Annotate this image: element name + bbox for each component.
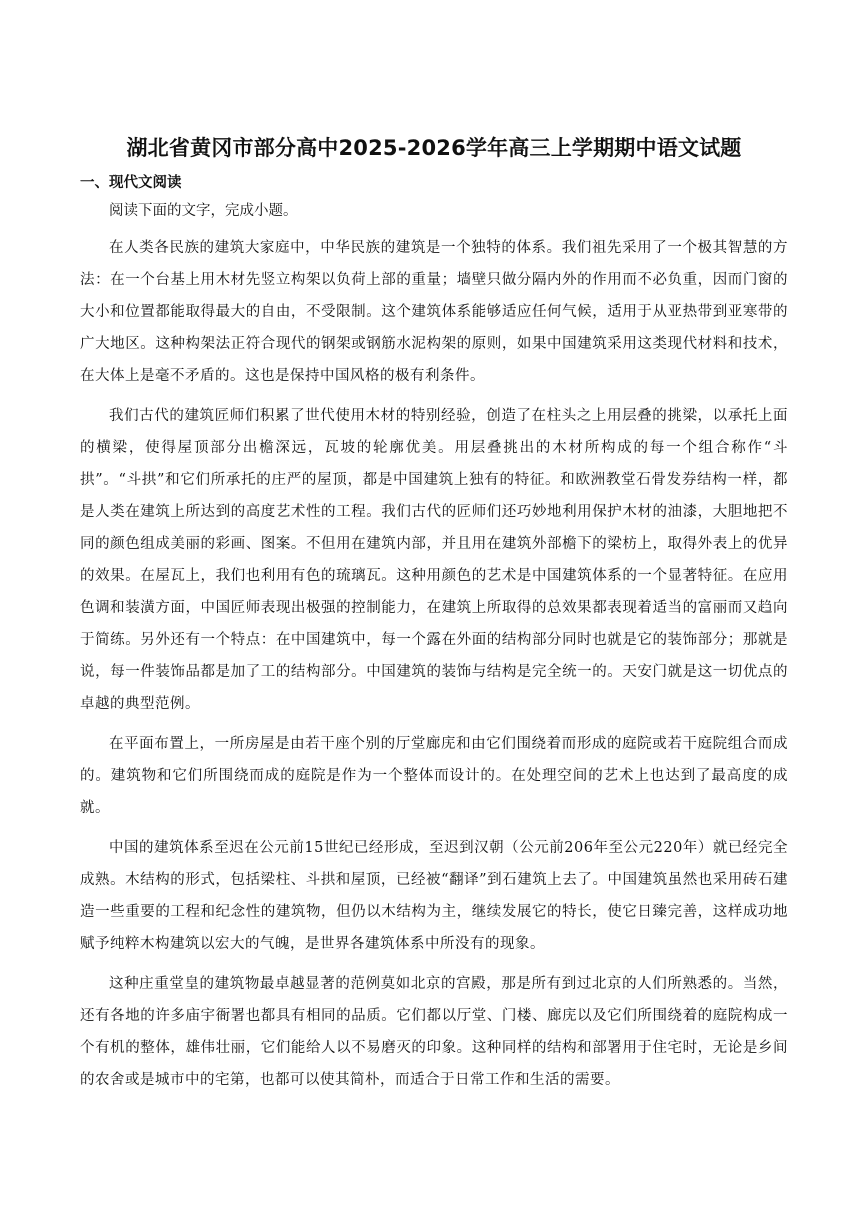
- paragraph-3: 在平面布置上，一所房屋是由若干座个别的厅堂廊庑和由它们围绕着而形成的庭院或若干庭院组合而成的。建筑物和它们所围绕而成的庭院是作为一个整体而设计的。在处理空间的艺术上也达到了最高度的成就。: [80, 736, 788, 816]
- section-heading: 一、现代文阅读: [80, 175, 182, 191]
- paragraph-1: 在人类各民族的建筑大家庭中，中华民族的建筑是一个独特的体系。我们祖先采用了一个极其智慧的方法：在一个台基上用木材先竖立构架以负荷上部的重量；墙壁只做分隔内外的作用而不必负重，因而门窗的大小和位置都能取得最大的自由，不受限制。这个建筑体系能够适应任何气候，适用于从亚热带到亚寒带的广大地区。这种构架法正符合现代的钢架或钢筋水泥构架的原则，如果中国建筑采用这类现代材料和技术，在大体上是毫不矛盾的。这也是保持中国风格的极有利条件。: [80, 240, 788, 384]
- document-title: 湖北省黄冈市部分高中2025-2026学年高三上学期期中语文试题: [126, 136, 742, 160]
- paragraph-2: 我们古代的建筑匠师们积累了世代使用木材的特别经验，创造了在柱头之上用层叠的挑梁，以承托上面的横梁，使得屋顶部分出檐深远，瓦坡的轮廓优美。用层叠挑出的木材所构成的每一个组合称作“斗拱”。“斗拱”和它们所承托的庄严的屋顶，都是中国建筑上独有的特征。和欧洲教堂石骨发券结构一样，都是人类在建筑上所达到的高度艺术性的工程。我们古代的匠师们还巧妙地利用保护木材的油漆，大胆地把不同的颜色组成美丽的彩画、图案。不但用在建筑内部，并且用在建筑外部檐下的梁枋上，取得外表上的优异的效果。在屋瓦上，我们也利用有色的琉璃瓦。这种用颜色的艺术是中国建筑体系的一个显著特征。在应用色调和装潢方面，中国匠师表现出极强的控制能力，在建筑上所取得的总效果都表现着适当的富丽而又趋向于简练。另外还有一个特点：在中国建筑中，每一个露在外面的结构部分同时也就是它的装饰部分；那就是说，每一件装饰品都是加了工的结构部分。中国建筑的装饰与结构是完全统一的。天安门就是这一切优点的卓越的典型范例。: [80, 408, 788, 712]
- paragraph-4: 中国的建筑体系至迟在公元前15世纪已经形成，至迟到汉朝（公元前206年至公元220年）就已经完全成熟。木结构的形式，包括梁柱、斗拱和屋顶，已经被“翻译”到石建筑上去了。中国建筑虽然也采用砖石建造一些重要的工程和纪念性的建筑物，但仍以木结构为主，继续发展它的特长，使它日臻完善，这样成功地赋予纯粹木构建筑以宏大的气魄，是世界各建筑体系中所没有的现象。: [80, 840, 788, 952]
- paragraph-5: 这种庄重堂皇的建筑物最卓越显著的范例莫如北京的宫殿，那是所有到过北京的人们所熟悉的。当然，还有各地的许多庙宇衙署也都具有相同的品质。它们都以厅堂、门楼、廊庑以及它们所围绕着的庭院构成一个有机的整体，雄伟壮丽，它们能给人以不易磨灭的印象。这种同样的结构和部署用于住宅时，无论是乡间的农舍或是城市中的宅第，也都可以使其简朴，而适合于日常工作和生活的需要。: [80, 976, 788, 1088]
- reading-instruction: 阅读下面的文字，完成小题。: [109, 203, 298, 219]
- document-page: [80, 132, 788, 1096]
